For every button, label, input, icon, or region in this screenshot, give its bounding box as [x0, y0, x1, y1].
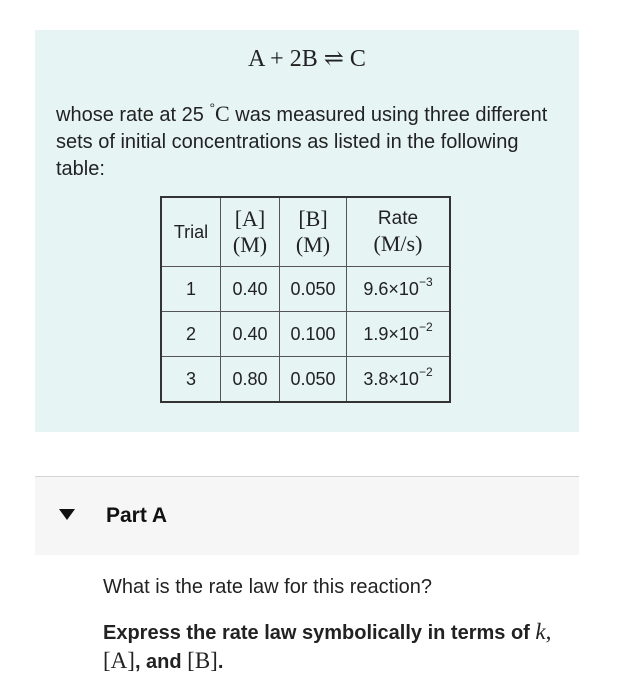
instruction-text: [103, 618, 593, 676]
separator-1: ,: [545, 619, 552, 644]
cell-a: 0.40: [221, 312, 280, 357]
rate-data-table: [160, 196, 451, 403]
rate-base: 9.6×10: [363, 278, 419, 299]
var-k: [535, 619, 545, 644]
question-text: What is the rate law for this reaction?: [103, 576, 433, 598]
instruction-end: .: [217, 651, 224, 673]
var-a: [A]: [103, 648, 135, 673]
cell-trial: 1: [161, 267, 221, 312]
rate-base: 3.8×10: [363, 368, 419, 389]
problem-description: [56, 95, 571, 183]
var-b: [B]: [187, 648, 218, 673]
header-rate-unit: (M/s): [373, 231, 423, 256]
table-row: [161, 312, 450, 357]
header-trial: Trial: [161, 197, 221, 267]
part-title[interactable]: Part A: [106, 504, 168, 527]
desc-before: whose rate at 25: [56, 104, 204, 126]
var-k-symbol: k: [535, 619, 546, 644]
separator-2: , and: [134, 651, 188, 673]
table-header-row: [161, 197, 450, 267]
cell-trial: 3: [161, 357, 221, 403]
desc-after: was measured using three different sets of initial concentrations as listed in the following table:: [56, 104, 548, 180]
cell-b: 0.100: [280, 312, 347, 357]
cell-rate: [347, 357, 451, 403]
instruction-prefix: Express the rate law symbolically in terms of: [103, 622, 530, 644]
table-row: [161, 267, 450, 312]
cell-rate: [347, 312, 451, 357]
rate-base: 1.9×10: [363, 323, 419, 344]
header-a-label: [A]: [234, 206, 266, 231]
header-b-label: [B]: [298, 206, 328, 231]
header-a: [221, 197, 280, 267]
temperature-unit: C: [215, 101, 230, 126]
header-a-unit: (M): [232, 232, 268, 257]
reaction-equation: A + 2B ⇌ C: [248, 46, 366, 72]
cell-b: 0.050: [280, 357, 347, 403]
header-b: [280, 197, 347, 267]
header-rate-label: Rate: [377, 208, 419, 229]
rate-exponent: −2: [418, 319, 433, 334]
part-a-header[interactable]: [35, 477, 579, 555]
cell-b: 0.050: [280, 267, 347, 312]
table-row: [161, 357, 450, 403]
header-b-unit: (M): [295, 232, 331, 257]
cell-rate: [347, 267, 451, 312]
degree-symbol: °: [209, 100, 216, 116]
header-rate: [347, 197, 451, 267]
cell-a: 0.40: [221, 267, 280, 312]
caret-down-icon[interactable]: [59, 509, 75, 520]
rate-exponent: −3: [418, 274, 433, 289]
cell-trial: 2: [161, 312, 221, 357]
rate-exponent: −2: [418, 364, 433, 379]
cell-a: 0.80: [221, 357, 280, 403]
